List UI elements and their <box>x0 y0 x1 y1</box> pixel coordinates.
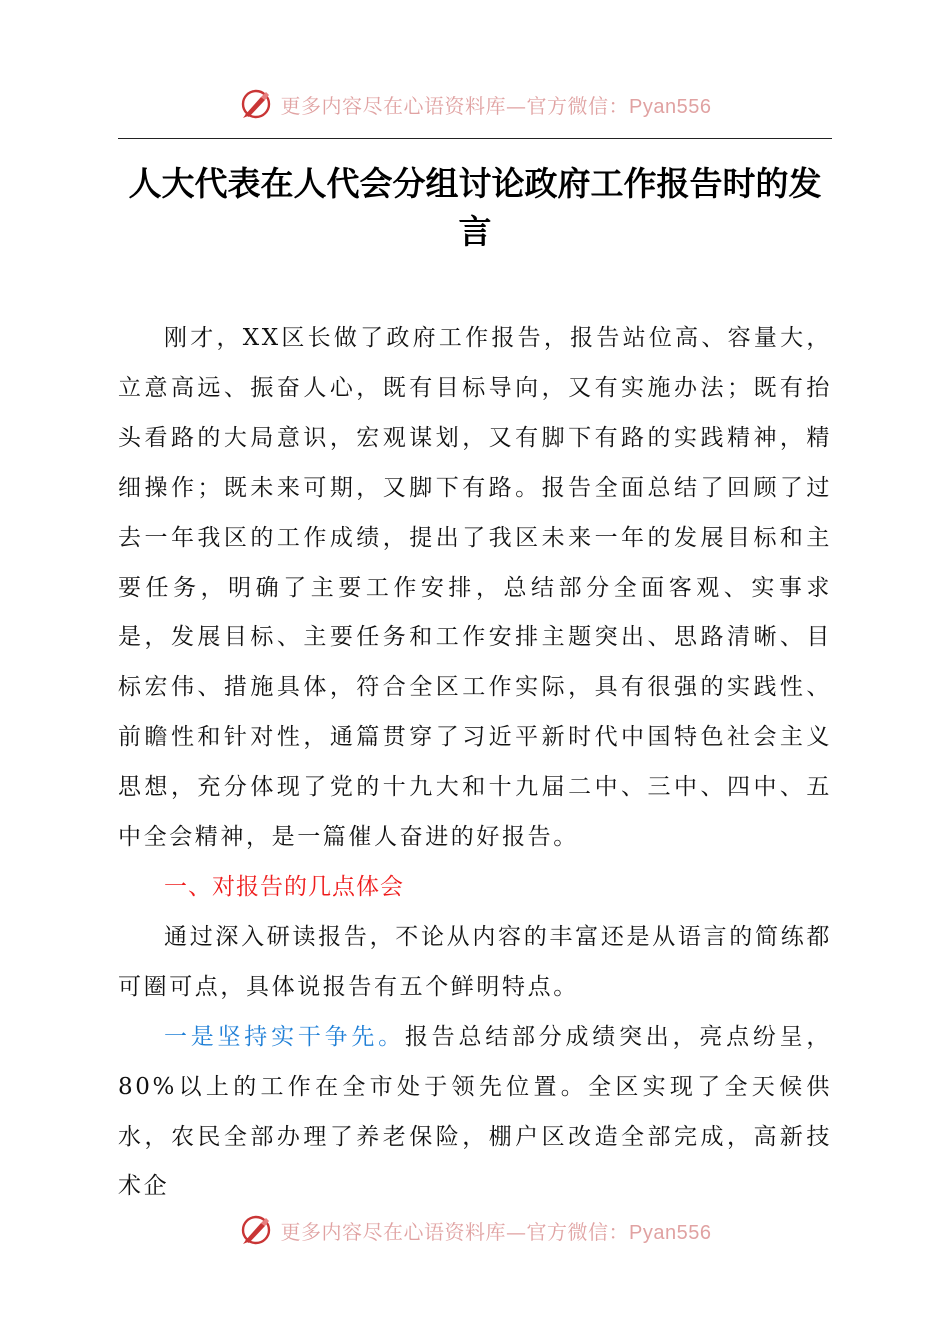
section-heading <box>118 863 832 913</box>
header-divider <box>118 138 832 139</box>
opening-paragraph: 刚才，XX区长做了政府工作报告，报告站位高、容量大，立意高远、振奋人心，既有目标导向，又有实施办法；既有抬头看路的大局意识，宏观谋划，又有脚下有路的实践精神，精细操作；既未来可期，又脚下有路。报告全面总结了回顾了过去一年我区的工作成绩，提出了我区未来一年的发展目标和主要任务，明确了主要工作安排，总结部分全面客观、实事求是，发展目标、主要任务和工作安排主题突出、思路清晰、目标宏伟、措施具体，符合全区工作实际，具有很强的实践性、前瞻性和针对性，通篇贯穿了习近平新时代中国特色社会主义思想，充分体现了党的十九大和十九届二中、三中、四中、五中全会精神，是一篇催人奋进的好报告。 <box>118 325 832 851</box>
banner-text: 更多内容尽在心语资料库—官方微信：Pyan556 <box>280 93 712 118</box>
section-intro-paragraph: 通过深入研读报告，不论从内容的丰富还是从语言的简练都可圈可点，具体说报告有五个鲜明特点。 <box>118 923 832 1000</box>
section-heading-text: 一、对报告的几点体会 <box>164 873 404 900</box>
wechat-id: Pyan556 <box>629 95 712 118</box>
document-body <box>118 314 832 1212</box>
pen-logo-icon <box>239 87 273 121</box>
point-one-paragraph <box>118 1013 832 1213</box>
point-one-text: 报告总结部分成绩突出，亮点纷呈，80%以上的工作在全市处于领先位置。全区实现了全天候供水，农民全部办理了养老保险，棚户区改造全部完成，高新技术企 <box>118 1023 832 1200</box>
footer-banner <box>0 1208 950 1252</box>
header-banner <box>0 82 950 126</box>
document-title: 人大代表在人代会分组讨论政府工作报告时的发言 <box>128 164 822 251</box>
banner-text: 更多内容尽在心语资料库—官方微信：Pyan556 <box>280 1219 712 1244</box>
wechat-id: Pyan556 <box>629 1221 712 1244</box>
point-one-heading: 一是坚持实干争先。 <box>164 1023 405 1050</box>
pen-logo-icon <box>239 1213 273 1247</box>
